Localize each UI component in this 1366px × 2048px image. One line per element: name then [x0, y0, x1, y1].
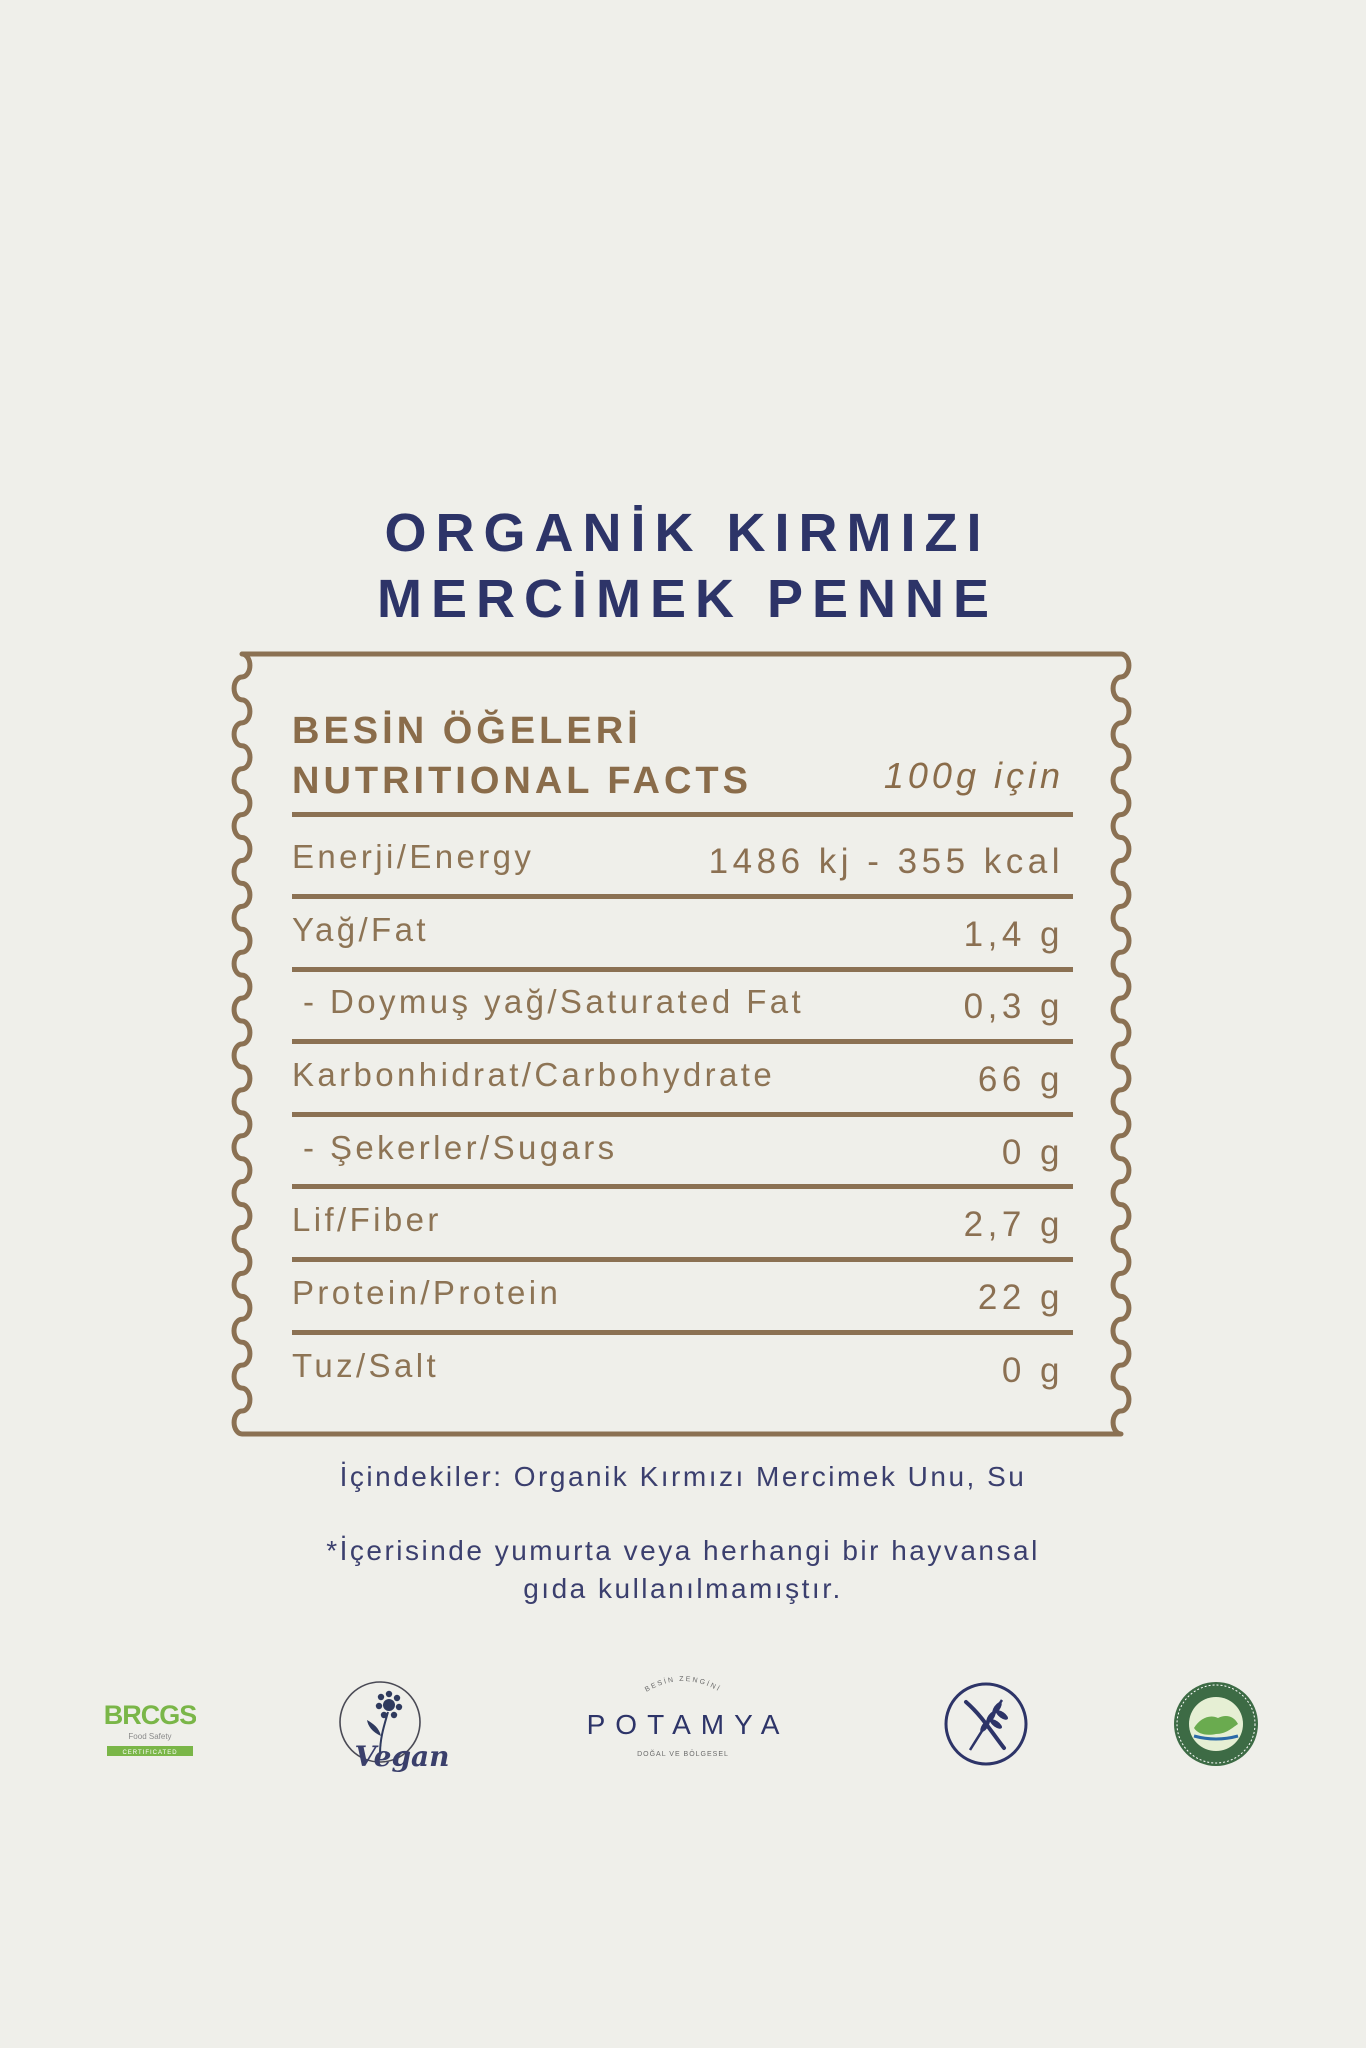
- nutrition-label: Yağ/Fat: [292, 911, 429, 948]
- organic-certification-seal: [1170, 1678, 1262, 1770]
- nutrition-label: - Şekerler/Sugars: [303, 1129, 618, 1166]
- per-100g-label: 100g için: [883, 755, 1064, 796]
- vegan-logo: [334, 1678, 458, 1778]
- brcgs-logo-name: BRCGS: [104, 1700, 196, 1730]
- row-divider: [292, 967, 1073, 972]
- nutrition-value: 22 g: [977, 1278, 1064, 1317]
- nutrition-label: Karbonhidrat/Carbohydrate: [292, 1056, 776, 1093]
- nutrition-value: 0 g: [1001, 1133, 1064, 1172]
- nutrition-value: 66 g: [977, 1060, 1064, 1099]
- ingredients-text: İçindekiler: Organik Kırmızı Mercimek Unu, Su: [339, 1461, 1027, 1492]
- nutrition-label: Lif/Fiber: [292, 1201, 442, 1238]
- product-title: [0, 500, 1366, 632]
- nutrition-heading-tr: BESİN ÖĞELERİ: [292, 710, 642, 752]
- crossed-wheat-icon: [966, 1700, 1009, 1750]
- nutrition-row-salt: [292, 1342, 1064, 1390]
- nutrition-label: Tuz/Salt: [292, 1347, 440, 1384]
- nutrition-row-energy: [292, 833, 1064, 881]
- nutrition-value: 0,3 g: [963, 987, 1064, 1026]
- gluten-free-logo: [940, 1678, 1032, 1770]
- brcgs-certificated-text: CERTIFICATED: [122, 1750, 178, 1756]
- row-divider: [292, 894, 1073, 899]
- nutrition-value: 1486 kj - 355 kcal: [708, 842, 1064, 881]
- nutrition-value: 0 g: [1001, 1351, 1064, 1390]
- vegan-logo-text: Vegan: [354, 1740, 450, 1773]
- animal-free-note-line2: gıda kullanılmamıştır.: [523, 1573, 843, 1604]
- nutrition-row-fiber: [292, 1196, 1064, 1244]
- nutrition-row-fat: [292, 906, 1064, 954]
- potamya-subtitle: DOĞAL VE BÖLGESEL: [637, 1751, 729, 1758]
- potamya-name: POTAMYA: [586, 1709, 790, 1740]
- nutrition-label: Protein/Protein: [292, 1274, 562, 1311]
- row-divider: [292, 1112, 1073, 1117]
- brcgs-logo: [104, 1694, 196, 1764]
- row-divider: [292, 1330, 1073, 1335]
- row-divider: [292, 1184, 1073, 1189]
- nutrition-heading-en: NUTRITIONAL FACTS: [292, 760, 752, 802]
- potamya-logo: [573, 1664, 793, 1768]
- header-divider: [292, 812, 1073, 817]
- nutrition-row-sugars: [292, 1124, 1064, 1172]
- potamya-tagline: [644, 1676, 723, 1694]
- nutrition-row-protein: [292, 1269, 1064, 1317]
- potamya-tagline-path: BESİN ZENGİNİ: [643, 1675, 723, 1694]
- nutrition-row-saturated-fat: [292, 978, 1064, 1026]
- animal-free-note-line1: *İçerisinde yumurta veya herhangi bir hayvansal: [326, 1535, 1040, 1566]
- row-divider: [292, 1039, 1073, 1044]
- product-title-line1: ORGANİK KIRMIZI: [384, 503, 991, 563]
- row-divider: [292, 1257, 1073, 1262]
- nutrition-label: Enerji/Energy: [292, 838, 535, 875]
- nutrition-value: 2,7 g: [963, 1205, 1064, 1244]
- nutrition-row-carbohydrate: [292, 1051, 1064, 1099]
- brcgs-logo-subtitle: Food Safety: [128, 1732, 172, 1741]
- nutrition-label: - Doymuş yağ/Saturated Fat: [303, 983, 805, 1020]
- nutrition-value: 1,4 g: [963, 915, 1064, 954]
- product-title-line2: MERCİMEK PENNE: [376, 569, 999, 629]
